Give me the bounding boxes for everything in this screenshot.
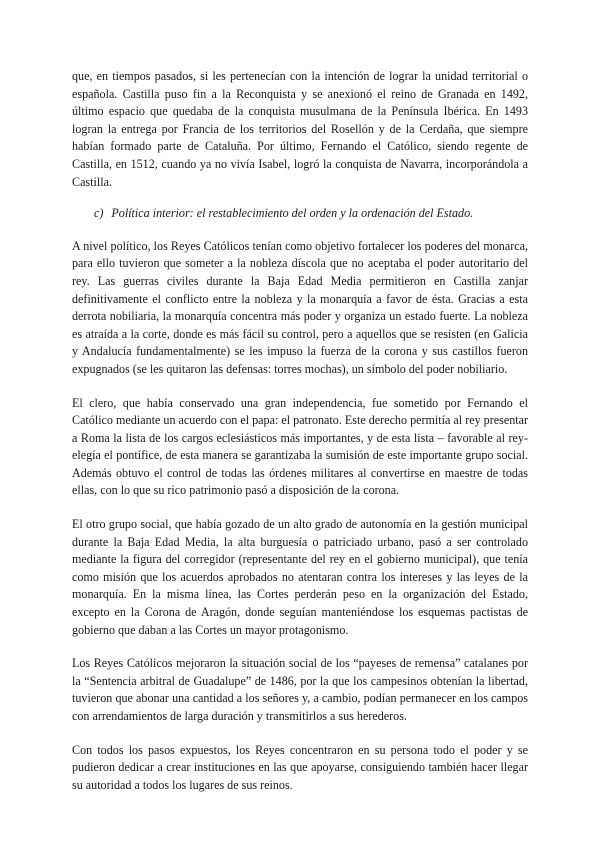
paragraph-remensa-peasants: Los Reyes Católicos mejoraron la situación social de los “payeses de remensa” catalanes por la “Sentencia arbitral de Guadalupe” de 1486, por la que los campesinos obtenían la libertad, tuvieron que abonar una cantidad a los señores y, a cambio, podían permanecer en los campos con arrendamientos de larga duración y transmitirlos a sus herederos. xyxy=(72,656,528,723)
paragraph-conclusion: Con todos los pasos expuestos, los Reyes concentraron en su persona todo el poder y se pudieron dedicar a crear instituciones en las que apoyarse, consiguiendo también hacer llegar su autoridad a todos los lugares de sus reinos. xyxy=(72,742,528,792)
paragraph-nobility: A nivel político, los Reyes Católicos tenían como objetivo fortalecer los poderes del monarca, para ello tuvieron que someter a la nobleza díscola que no aceptaba el poder autoritario del rey. Las guerras civiles durante la Baja Edad Media permitieron en Castilla zanjar definitivamente el conflicto entre la nobleza y la monarquía a favor de ésta. Gracias a esta derrota nobiliaria, la monarquía concentra más poder y organiza un estado fuerte. La nobleza es atraída a la corte, donde es más fácil su control, pero a aquellos que se resisten (en Galicia y Andalucía fundamentalmente) se les impuso la fuerza de la corona y sus castillos fueron expugnados (se les quitaron las defensas: torres mochas), un símbolo del poder nobiliario. xyxy=(72,238,528,376)
section-number: c) xyxy=(94,206,104,221)
document-page xyxy=(72,68,528,810)
section-title: Política interior: el restablecimiento del orden y la ordenación del Estado. xyxy=(111,206,474,221)
section-heading xyxy=(72,205,528,223)
paragraph-clergy: El clero, que había conservado una gran independencia, fue sometido por Fernando el Católico mediante un acuerdo con el papa: el patronato. Este derecho permitía al rey presentar a Roma la lista de los cargos eclesiásticos más importantes, y de esta lista – favorable al rey- elegía el pontífice, de esta manera se garantizaba la sumisión de este importante grupo social. Además obtuvo el control de todas las órdenes militares al convertirse en maestre de todas ellas, con lo que su rico patrimonio pasó a disposición de la corona. xyxy=(72,395,528,498)
paragraph-urban-patriciate: El otro grupo social, que había gozado de un alto grado de autonomía en la gestión municipal durante la Baja Edad Media, la alta burguesía o patriciado urbano, pasó a ser controlado mediante la figura del corregidor (representante del rey en el gobierno municipal), que tenía como misión que los acuerdos aprobados no atentaran contra los intereses y las leyes de la monarquía. En la misma línea, las Cortes perderán peso en la organización del Estado, excepto en la Corona de Aragón, donde seguían manteniéndose los esquemas pactistas de gobierno que daban a las Cortes un mayor protagonismo. xyxy=(72,517,528,637)
paragraph-territorial-unity: que, en tiempos pasados, si les pertenecían con la intención de lograr la unidad territorial o española. Castilla puso fin a la Reconquista y se anexionó el reino de Granada en 1492, último espacio que quedaba de la conquista musulmana de la Península Ibérica. En 1493 logran la entrega por Francia de los territorios del Rosellón y de la Cerdaña, que siempre habían formado parte de Cataluña. Por último, Fernando el Católico, siendo regente de Castilla, en 1512, cuando ya no vivía Isabel, logró la conquista de Navarra, incorporándola a Castilla. xyxy=(72,69,528,189)
